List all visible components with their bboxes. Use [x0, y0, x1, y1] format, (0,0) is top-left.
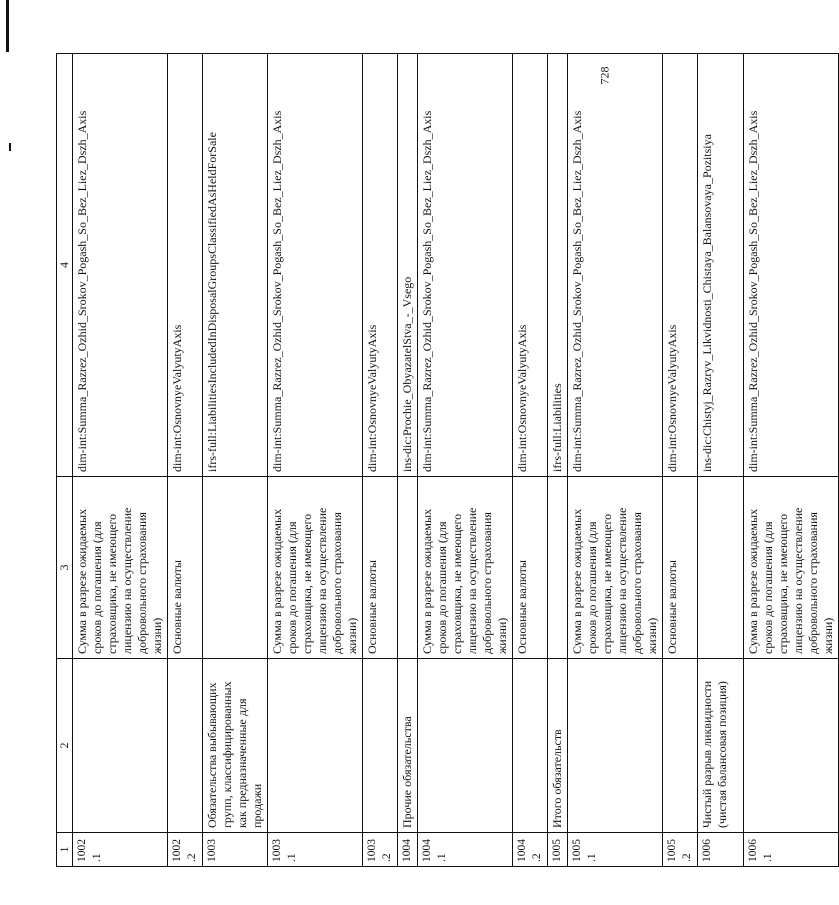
row-member: [548, 477, 568, 659]
row-code: 1004.2: [513, 833, 548, 867]
row-code: 1002.2: [168, 833, 203, 867]
table-row: [203, 54, 268, 867]
header-col-4: 4: [57, 54, 73, 477]
row-name: [168, 659, 203, 833]
row-member: Сумма в разрезе ожидаемых сроков до погашения (для страховщика, не имеющего лицензию на осуществление добровольного страхования жизни): [268, 477, 363, 659]
row-name: [363, 659, 398, 833]
page-number: 728: [597, 66, 612, 85]
taxonomy-table: [56, 53, 839, 867]
row-code: 1002.1: [73, 833, 168, 867]
table-row: [663, 54, 698, 867]
row-code: 1003.1: [268, 833, 363, 867]
row-element: dim-int:Summa_Razrez_Ozhid_Srokov_Pogash_So_Bez_Liez_Dszh_Axis: [418, 54, 513, 477]
row-name: Чистый разрыв ликвидности (чистая балансовая позиция): [698, 659, 744, 833]
row-code: 1004: [398, 833, 418, 867]
table-row: [73, 54, 168, 867]
row-element: dim-int:Summa_Razrez_Ozhid_Srokov_Pogash_So_Bez_Liez_Dszh_Axis: [268, 54, 363, 477]
row-code: 1003: [203, 833, 268, 867]
table-row: [398, 54, 418, 867]
table-row: [418, 54, 513, 867]
row-code: 1005: [548, 833, 568, 867]
header-col-3: 3: [57, 477, 73, 659]
scan-edge-mark: [9, 143, 11, 151]
table-row: [513, 54, 548, 867]
table-row: [363, 54, 398, 867]
table-row: [744, 54, 839, 867]
row-member: Основные валюты: [168, 477, 203, 659]
row-member: Основные валюты: [363, 477, 398, 659]
row-name: Итого обязательств: [548, 659, 568, 833]
table-header-row: [57, 54, 73, 867]
row-element: dim-int:Summa_Razrez_Ozhid_Srokov_Pogash_So_Bez_Liez_Dszh_Axis: [744, 54, 839, 477]
scan-edge-mark: [6, 0, 9, 52]
row-name: [418, 659, 513, 833]
row-element: dim-int:Summa_Razrez_Ozhid_Srokov_Pogash_So_Bez_Liez_Dszh_Axis: [568, 54, 663, 477]
row-code: 1006.1: [744, 833, 839, 867]
row-name: [744, 659, 839, 833]
row-name: [73, 659, 168, 833]
table-row: [568, 54, 663, 867]
row-code: 1005.2: [663, 833, 698, 867]
row-member: Основные валюты: [663, 477, 698, 659]
row-element: ins-dic:Prochie_ObyazatelStva_-_Vsego: [398, 54, 418, 477]
row-element: ins-dic:Chistyj_Razryv_Likvidnosti_Chistaya_Balansovaya_Pozitsiya: [698, 54, 744, 477]
row-name: Обязательства выбывающих групп, классифицированных как предназначенные для продажи: [203, 659, 268, 833]
row-member: [698, 477, 744, 659]
row-name: [568, 659, 663, 833]
row-member: Сумма в разрезе ожидаемых сроков до погашения (для страховщика, не имеющего лицензию на осуществление добровольного страхования жизни): [418, 477, 513, 659]
row-member: Сумма в разрезе ожидаемых сроков до погашения (для страховщика, не имеющего лицензию на осуществление добровольного страхования жизни): [73, 477, 168, 659]
row-code: 1003.2: [363, 833, 398, 867]
row-member: [203, 477, 268, 659]
header-col-1: 1: [57, 833, 73, 867]
table-row: [168, 54, 203, 867]
table-row: [548, 54, 568, 867]
row-element: ifrs-full:Liabilities: [548, 54, 568, 477]
row-code: 1004.1: [418, 833, 513, 867]
row-name: Прочие обязательства: [398, 659, 418, 833]
row-element: ifrs-full:LiabilitiesIncludedInDisposalGroupsClassifiedAsHeldForSale: [203, 54, 268, 477]
row-element: dim-int:Summa_Razrez_Ozhid_Srokov_Pogash_So_Bez_Liez_Dszh_Axis: [73, 54, 168, 477]
row-name: [663, 659, 698, 833]
row-name: [513, 659, 548, 833]
row-element: dim-int:OsnovnyeValyutyAxis: [663, 54, 698, 477]
header-col-2: 2: [57, 659, 73, 833]
row-code: 1005.1: [568, 833, 663, 867]
table-row: [698, 54, 744, 867]
row-code: 1006: [698, 833, 744, 867]
row-element: dim-int:OsnovnyeValyutyAxis: [363, 54, 398, 477]
row-element: dim-int:OsnovnyeValyutyAxis: [168, 54, 203, 477]
row-element: dim-int:OsnovnyeValyutyAxis: [513, 54, 548, 477]
table-row: [268, 54, 363, 867]
row-member: Сумма в разрезе ожидаемых сроков до погашения (для страховщика, не имеющего лицензию на осуществление добровольного страхования жизни): [568, 477, 663, 659]
row-member: Основные валюты: [513, 477, 548, 659]
row-name: [268, 659, 363, 833]
row-member: Сумма в разрезе ожидаемых сроков до погашения (для страховщика, не имеющего лицензию на осуществление добровольного страхования жизни): [744, 477, 839, 659]
row-member: [398, 477, 418, 659]
